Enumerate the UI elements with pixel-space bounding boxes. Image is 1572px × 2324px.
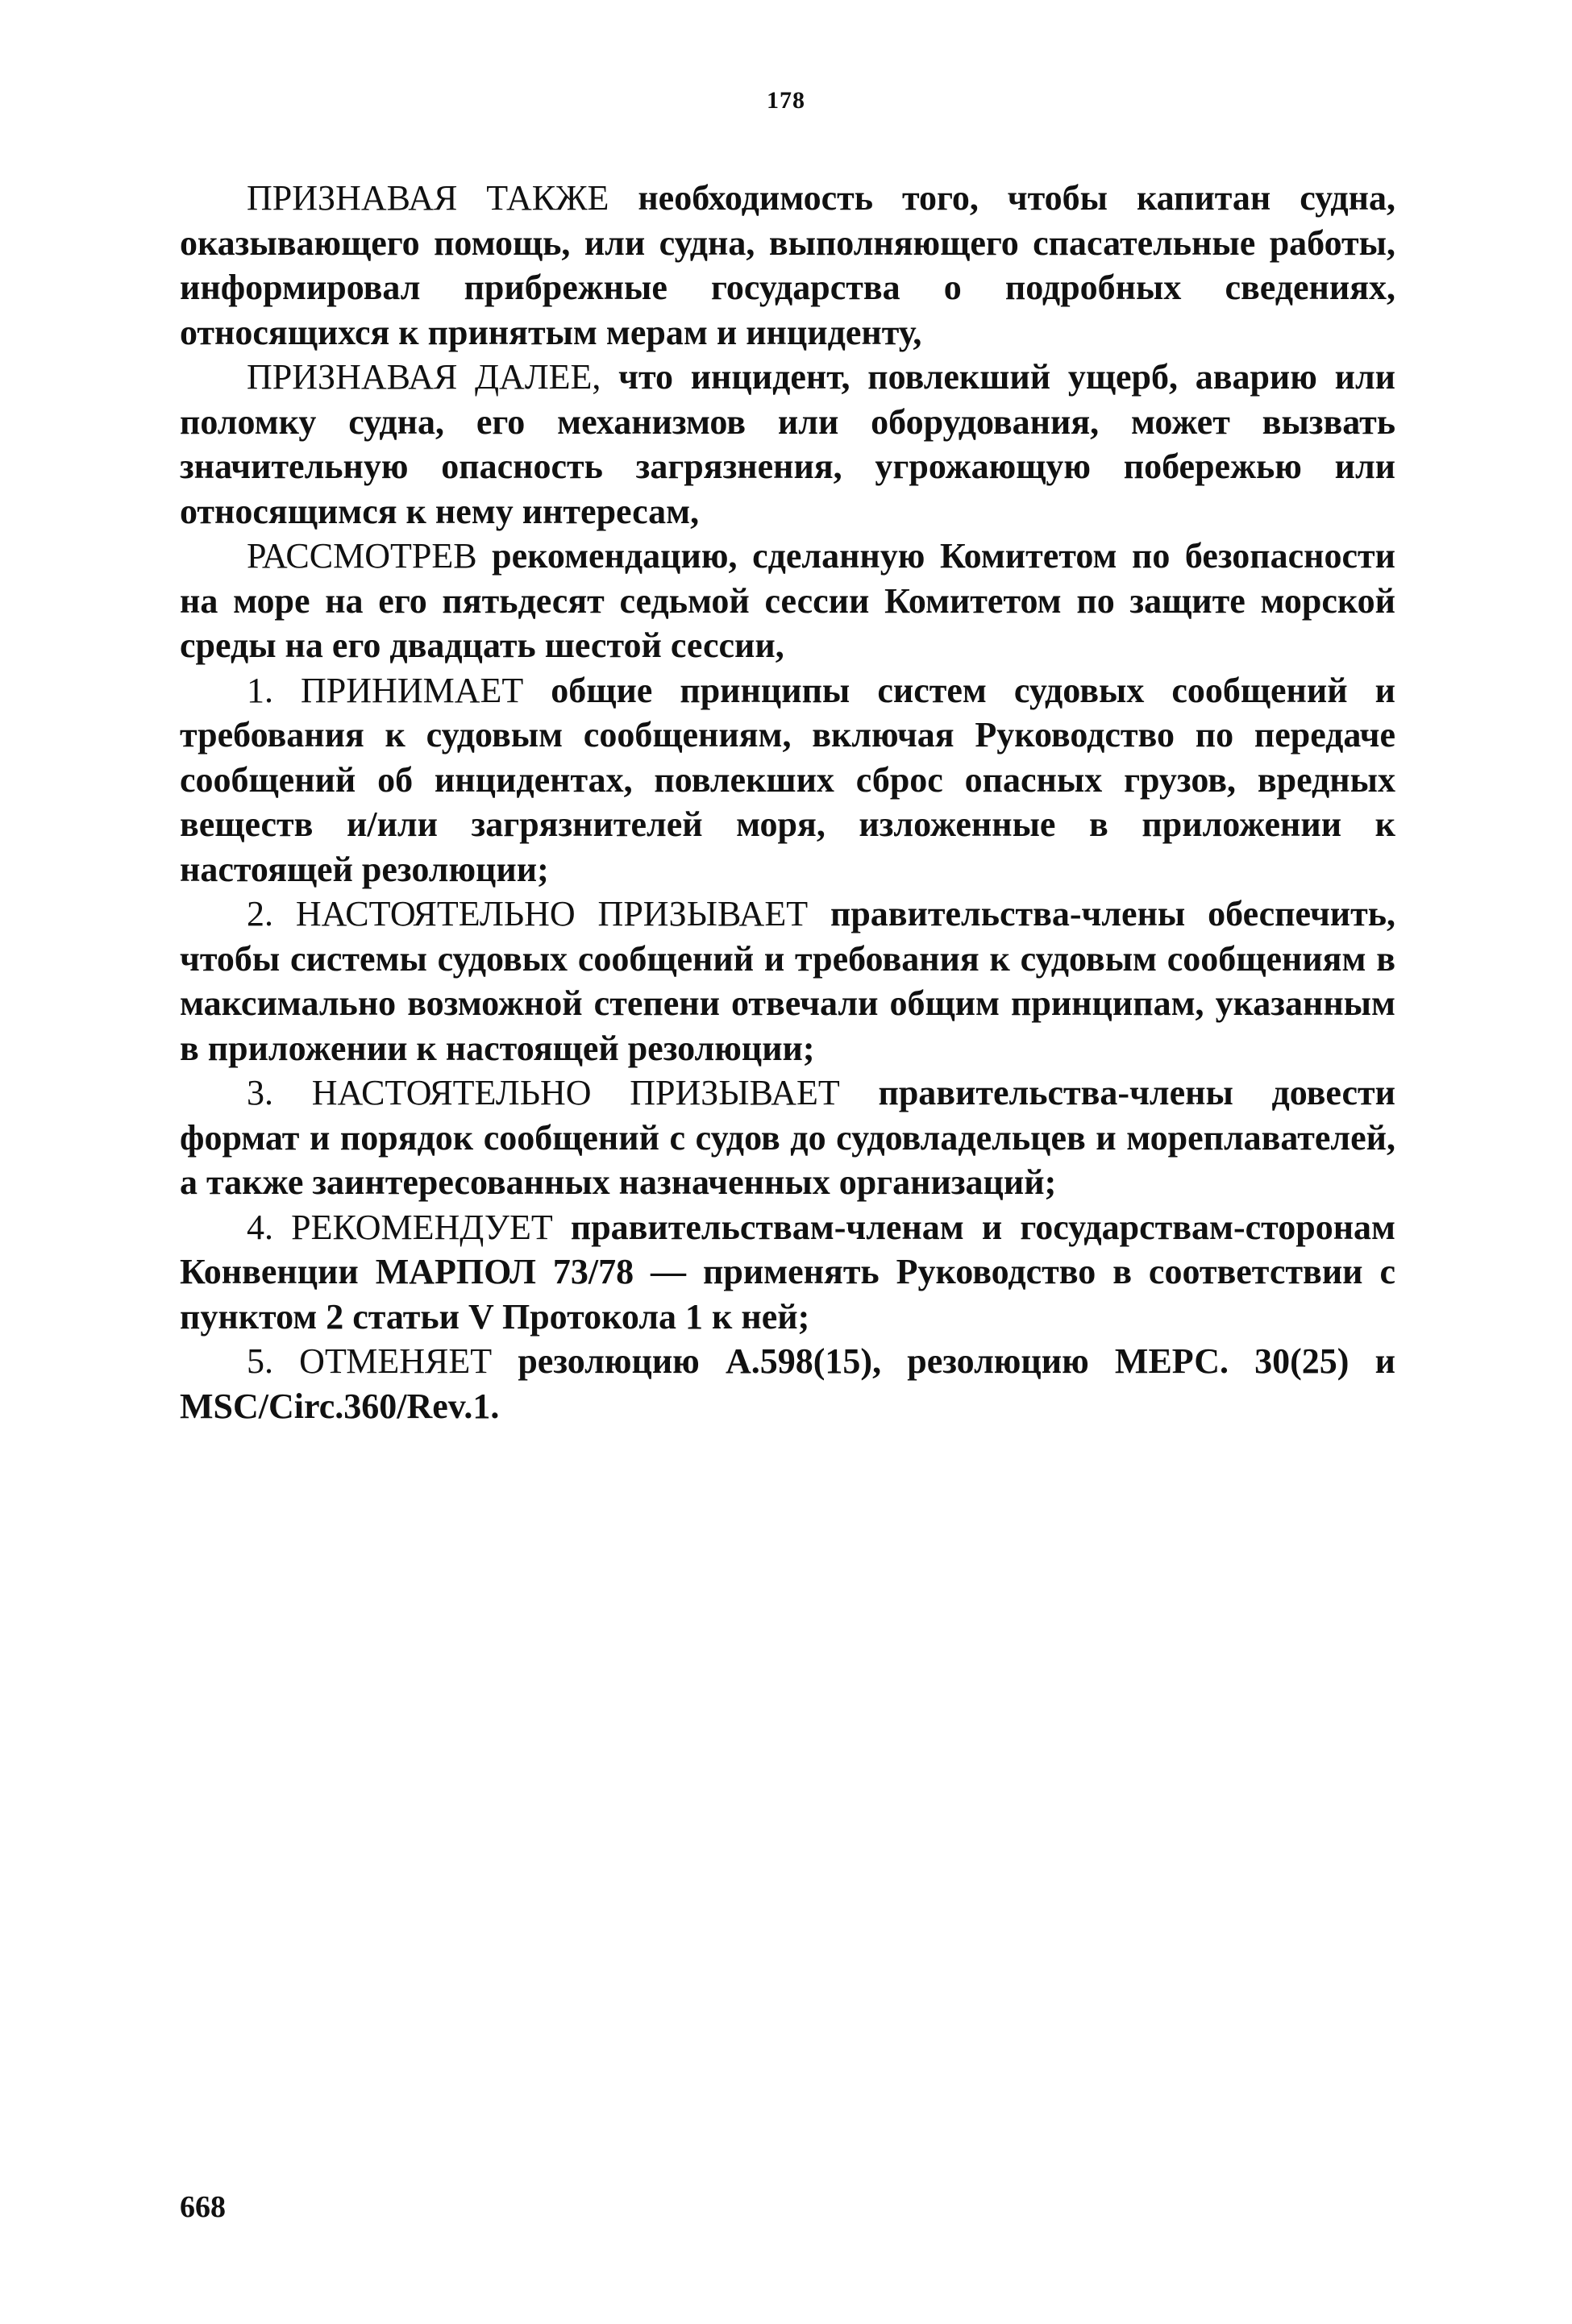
paragraph-recognizing-also	[180, 176, 1395, 355]
paragraph-text: правительства-члены довести формат и порядок сообщений с судов до судовладельцев и мореплавателей, а также заинтересованных назначенных организаций;	[180, 1073, 1395, 1202]
paragraph-text: резолюцию А.598(15), резолюцию МЕРС. 30(25) и MSC/Circ.360/Rev.1.	[180, 1341, 1395, 1426]
page-number-top: 178	[767, 87, 805, 114]
paragraph-text: правительствам-членам и государствам-сторонам Конвенции МАРПОЛ 73/78 — применять Руководство в соответствии с пунктом 2 статьи V Протокола 1 к ней;	[180, 1207, 1396, 1337]
paragraph-lead: РАССМОТРЕВ	[247, 536, 477, 576]
paragraph-lead: 3. НАСТОЯТЕЛЬНО ПРИЗЫВАЕТ	[247, 1073, 840, 1112]
paragraph-text: что инцидент, повлекший ущерб, аварию или поломку судна, его механизмов или оборудования, может вызвать значительную опасность загрязнения, угрожающую побережью или относящимся к нему интересам,	[180, 357, 1396, 531]
paragraph-text: рекомендацию, сделанную Комитетом по безопасности на море на его пятьдесят седьмой сессии Комитетом по защите морской среды на его двадцать шестой сессии,	[180, 536, 1395, 665]
paragraph-text: необходимость того, чтобы капитан судна, оказывающего помощь, или судна, выполняющего спасательные работы, информировал прибрежные государства о подробных сведениях, относящихся к принятым мерам и инциденту,	[180, 178, 1395, 352]
paragraph-item-2	[180, 892, 1395, 1071]
paragraph-item-3	[180, 1071, 1395, 1205]
paragraph-lead: ПРИЗНАВАЯ ТАКЖЕ	[247, 178, 609, 218]
paragraph-item-1	[180, 668, 1395, 892]
paragraph-item-4	[180, 1205, 1395, 1340]
paragraph-lead: 4. РЕКОМЕНДУЕТ	[247, 1207, 553, 1247]
paragraph-text: правительства-члены обеспечить, чтобы системы судовых сообщений и требования к судовым сообщениям в максимально возможной степени отвечали общим принципам, указанным в приложении к настоящей резолюции;	[180, 894, 1396, 1068]
page-number-bottom: 668	[180, 2190, 226, 2224]
paragraph-having-considered	[180, 534, 1395, 668]
paragraph-lead: ПРИЗНАВАЯ ДАЛЕЕ,	[247, 357, 601, 397]
paragraph-lead: 5. ОТМЕНЯЕТ	[247, 1341, 493, 1381]
resolution-body	[180, 176, 1395, 1428]
paragraph-item-5	[180, 1339, 1395, 1428]
paragraph-text: общие принципы систем судовых сообщений и требования к судовым сообщениям, включая Руководство по передаче сообщений об инцидентах, повлекших сброс опасных грузов, вредных веществ и/или загрязнителей моря, изложенные в приложении к настоящей резолюции;	[180, 670, 1395, 889]
paragraph-lead: 2. НАСТОЯТЕЛЬНО ПРИЗЫВАЕТ	[247, 894, 809, 933]
paragraph-recognizing-further	[180, 355, 1395, 534]
paragraph-lead: 1. ПРИНИМАЕТ	[247, 670, 524, 710]
